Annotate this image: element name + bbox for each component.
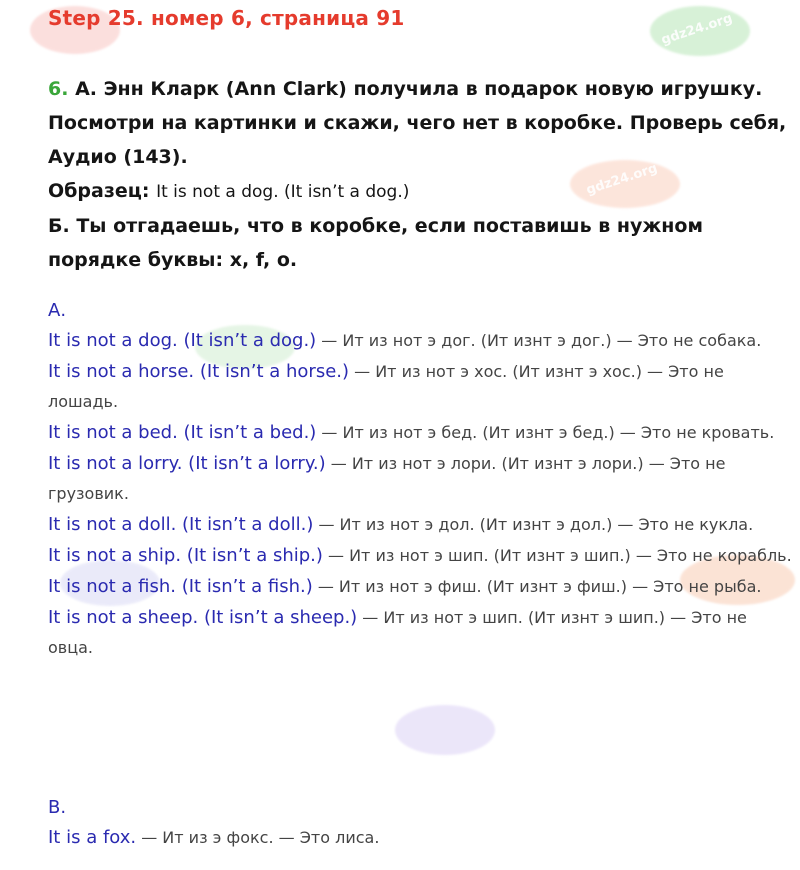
sample-text: It is not a dog. (It isn’t a dog.) [156,182,410,202]
answer-line [12,541,794,571]
task-number: 6. [48,78,69,100]
answer-transcription: — Ит из нот э шип. (Ит изнт э шип.) — Это не корабль. [322,546,792,565]
answer-line [12,823,794,853]
answer-transcription: — Ит из нот э шип. (Ит изнт э шип.) — Это не овца. [48,608,747,657]
answer-english: It is not a dog. (It isn’t a dog.) [48,330,317,351]
answer-english: It is not a doll. (It isn’t a doll.) [48,514,314,535]
section-letter-a: А. [48,300,67,321]
answer-line [12,357,794,417]
answer-english: It is not a fish. (It isn’t a fish.) [48,576,313,597]
answer-line [12,326,794,356]
answer-english: It is a fox. [48,827,137,848]
sample-line [12,174,792,209]
answer-english: It is not a bed. (It isn’t a bed.) [48,422,317,443]
answer-line [12,603,794,663]
answers-a-list [12,326,794,663]
answer-english: It is not a ship. (It isn’t a ship.) [48,545,323,566]
watermark-blob [395,705,495,755]
answer-transcription: — Ит из нот э лори. (Ит изнт э лори.) — Это не грузовик. [48,454,726,503]
answer-transcription: — Ит из э фокс. — Это лиса. [136,828,380,847]
answers-b [12,793,794,854]
answers-b-list [12,823,794,853]
section-letter-b: В. [48,797,67,818]
answer-line [12,510,794,540]
watermark-text: gdz24.org [584,160,660,199]
task-part-b: Б. Ты отгадаешь, что в коробке, если поставишь в нужном порядке буквы: x, f, o. [48,215,703,271]
answer-transcription: — Ит из нот э фиш. (Ит изнт э фиш.) — Это не рыба. [312,577,762,596]
answer-line [12,449,794,509]
answer-transcription: — Ит из нот э дог. (Ит изнт э дог.) — Это не собака. [316,331,762,350]
answers-a [12,296,794,664]
task-part-a-text: А. Энн Кларк (Ann Clark) получила в подарок новую игрушку. Посмотри на картинки и скажи, чего нет в коробке. Проверь себя, Аудио (143). [48,78,787,168]
page-title: Step 25. номер 6, страница 91 [48,6,405,30]
answer-english: It is not a horse. (It isn’t a horse.) [48,361,350,382]
answer-transcription: — Ит из нот э бед. (Ит изнт э бед.) — Это не кровать. [316,423,775,442]
answer-transcription: — Ит из нот э хос. (Ит изнт э хос.) — Это не лошадь. [48,362,724,411]
watermark-text: gdz24.org [659,10,735,49]
answer-english: It is not a lorry. (It isn’t a lorry.) [48,453,326,474]
task-part-a [12,72,792,174]
answer-english: It is not a sheep. (It isn’t a sheep.) [48,607,358,628]
answer-transcription: — Ит из нот э дол. (Ит изнт э дол.) — Это не кукла. [313,515,754,534]
sample-label: Образец: [48,180,150,202]
answer-line [12,418,794,448]
task-block [12,72,792,277]
answer-line [12,572,794,602]
